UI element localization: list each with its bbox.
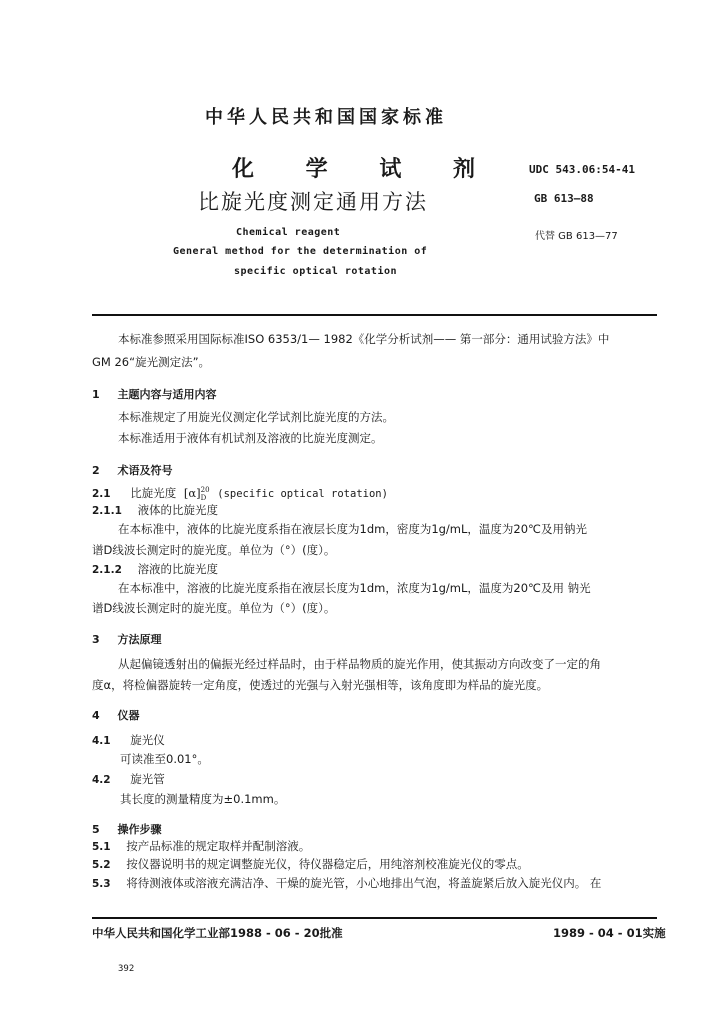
subsection-4-1 [92,733,165,749]
step-number: 5.2 [92,859,111,871]
english-title-line-2: General method for the determination of [173,246,428,257]
step-5-3 [92,876,601,892]
rotation-symbol: [α] 20 D [183,486,210,502]
step-text: 按产品标准的规定取样并配制溶液。 [126,839,311,853]
subsection-number: 2.1.2 [92,564,122,576]
subsection-4-1-line: 可读准至0.01°。 [120,752,209,766]
document-main-title: 化 学 试 剂 [232,157,497,182]
intro-line-2: GM 26“旋光测定法”。 [92,355,211,369]
subsection-4-2 [92,772,165,788]
step-number: 5.1 [92,841,111,853]
subsection-2-1-2-line-1: 在本标准中，溶液的比旋光度系指在液层长度为1dm，浓度为1g/mL，温度为20℃及用 钠光 [118,581,591,595]
intro-line-1: 本标准参照采用国际标准ISO 6353/1— 1982《化学分析试剂—— 第一部分：通用试验方法》中 [118,332,610,346]
subsection-2-1-2-line-2: 谱D线波长测定时的旋光度。单位为（°）(度）。 [92,601,336,615]
section-2-heading [92,462,173,478]
national-standard-title: 中华人民共和国国家标准 [205,107,447,128]
gb-number: GB 613—88 [534,192,594,205]
english-title-line-3: specific optical rotation [234,266,398,277]
section-4-heading [92,707,140,723]
subsection-title: 旋光仪 [130,733,165,747]
section-number: 4 [92,709,100,722]
section-3-line-1: 从起偏镜透射出的偏振光经过样品时，由于样品物质的旋光作用，使其振动方向改变了一定的角 [118,657,601,671]
section-3-line-2: 度α，将检偏器旋转一定角度，使透过的光强与入射光强相等，该角度即为样品的旋光度。 [92,678,549,692]
subsection-number: 4.2 [92,774,111,786]
step-text: 将待测液体或溶液充满洁净、干燥的旋光管，小心地排出气泡，将盖旋紧后放入旋光仪内。 在 [126,876,602,890]
approval-note: 中华人民共和国化学工业部1988 - 06 - 20批准 [92,926,343,940]
section-number: 5 [92,823,100,836]
section-5-heading [92,821,162,837]
english-term: (specific optical rotation) [217,488,388,500]
section-number: 2 [92,464,100,477]
subsection-title: 液体的比旋光度 [137,503,219,517]
subsection-title: 溶液的比旋光度 [137,562,219,576]
section-number: 3 [92,633,100,646]
step-number: 5.3 [92,878,111,890]
page-number: 392 [118,964,135,974]
document-sub-title: 比旋光度测定通用方法 [198,190,428,214]
header-divider [92,314,657,316]
section-title: 方法原理 [117,633,162,646]
subsection-2-1-1-line-1: 在本标准中，液体的比旋光度系指在液层长度为1dm，密度为1g/mL，温度为20℃及用钠光 [118,522,587,536]
replaces-standard: 代替 GB 613—77 [535,231,618,242]
section-title: 操作步骤 [117,823,162,836]
implementation-date: 1989 - 04 - 01实施 [553,926,666,940]
english-title-line-1: Chemical reagent [236,227,341,238]
section-title: 术语及符号 [117,464,173,477]
step-text: 按仪器说明书的规定调整旋光仪，待仪器稳定后，用纯溶剂校准旋光仪的零点。 [126,857,529,871]
footer-divider [92,917,657,919]
section-title: 主题内容与适用内容 [117,388,217,401]
udc-code: UDC 543.06:54-41 [529,163,635,176]
subsection-4-2-line: 其长度的测量精度为±0.1mm。 [120,792,286,806]
section-1-line-2: 本标准适用于液体有机试剂及溶液的比旋光度测定。 [118,431,383,445]
subsection-2-1-1-line-2: 谱D线波长测定时的旋光度。单位为（°）(度）。 [92,543,336,557]
subsection-2-1-1 [92,503,218,519]
step-5-2 [92,857,529,873]
subsection-number: 4.1 [92,735,111,747]
subsection-2-1 [92,486,388,502]
subsection-number: 2.1 [92,488,111,500]
subsection-label: 比旋光度 [130,486,177,500]
subsection-2-1-2 [92,562,218,578]
subsection-title: 旋光管 [130,772,165,786]
subsection-number: 2.1.1 [92,505,122,517]
section-3-heading [92,631,162,647]
section-1-line-1: 本标准规定了用旋光仪测定化学试剂比旋光度的方法。 [118,410,394,424]
section-title: 仪器 [117,709,140,722]
step-5-1 [92,839,310,855]
section-number: 1 [92,388,100,401]
section-1-heading [92,386,217,402]
